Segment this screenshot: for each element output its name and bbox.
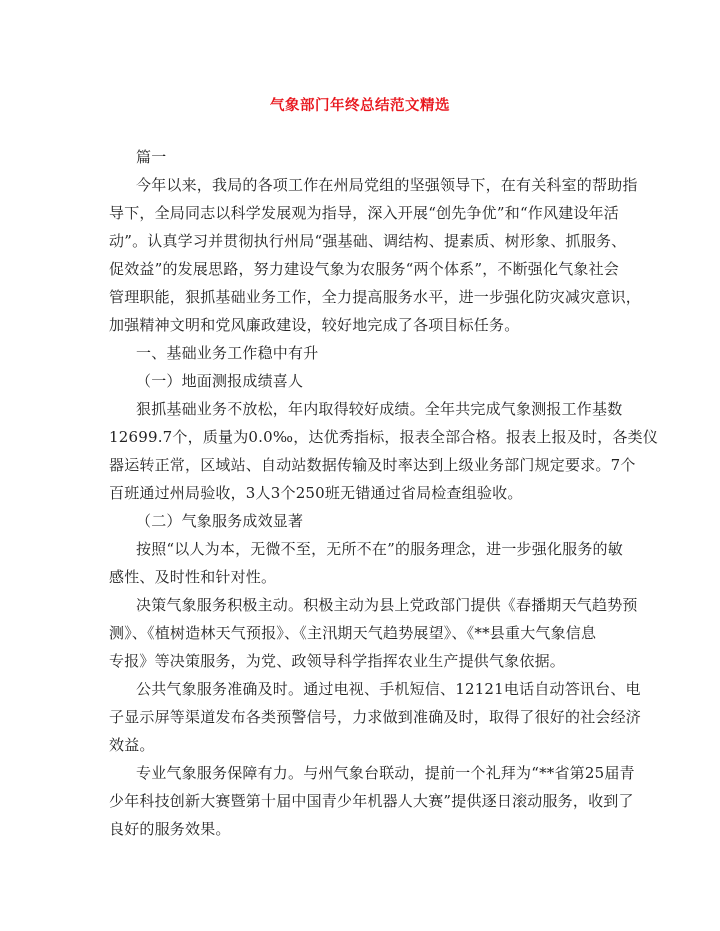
text-line: 专业气象服务保障有力。与州气象台联动，提前一个礼拜为“**省第25届青 (136, 764, 635, 782)
text-line: 效益。 (109, 736, 155, 754)
text-line: 专报》等决策服务，为党、政领导科学指挥农业生产提供气象依据。 (109, 652, 566, 670)
text-line: 加强精神文明和党风廉政建设，较好地完成了各项目标任务。 (109, 316, 520, 334)
paragraph (109, 339, 619, 367)
text-line: 器运转正常，区域站、自动站数据传输及时率达到上级业务部门规定要求。7个 (109, 456, 636, 474)
text-line: 导下，全局同志以科学发展观为指导，深入开展“创先争优”和“作风建设年活 (109, 204, 620, 222)
text-line: 感性、及时性和针对性。 (109, 568, 277, 586)
document-title: 气象部门年终总结范文精选 (270, 98, 450, 114)
text-line: （二）气象服务成效显著 (136, 512, 304, 530)
text-line: 良好的服务效果。 (109, 820, 231, 838)
text-line: 今年以来，我局的各项工作在州局党组的坚强领导下，在有关科室的帮助指 (136, 176, 638, 194)
paragraph (109, 675, 642, 759)
text-line: 少年科技创新大赛暨第十届中国青少年机器人大赛”提供逐日滚动服务，收到了 (109, 792, 634, 810)
document-body (109, 143, 659, 843)
paragraph (109, 535, 623, 591)
text-line: 管理职能，狠抓基础业务工作，全力提高服务水平，进一步强化防灾减灾意识， (109, 288, 642, 306)
text-line: （一）地面测报成绩喜人 (136, 372, 304, 390)
paragraph (109, 395, 659, 507)
text-line: 狠抓基础业务不放松，年内取得较好成绩。全年共完成气象测报工作基数 (136, 400, 623, 418)
text-line: 决策气象服务积极主动。积极主动为县上党政部门提供《春播期天气趋势预 (136, 596, 638, 614)
paragraph (109, 507, 619, 535)
paragraph (109, 591, 638, 675)
text-line: 公共气象服务准确及时。通过电视、手机短信、12121电话自动答讯台、电 (136, 680, 641, 698)
text-line: 按照“以人为本，无微不至，无所不在”的服务理念，进一步强化服务的敏 (136, 540, 623, 558)
text-line: 百班通过州局验收，3人3个250班无错通过省局检查组验收。 (109, 484, 523, 502)
text-line: 促效益”的发展思路，努力建设气象为农服务“两个体系”，不断强化气象社会 (109, 260, 620, 278)
paragraph (109, 171, 642, 339)
text-line: 子显示屏等渠道发布各类预警信号，力求做到准确及时，取得了很好的社会经济 (109, 708, 642, 726)
text-line: 一、基础业务工作稳中有升 (136, 344, 319, 362)
text-line: 篇一 (136, 148, 167, 166)
text-line: 12699.7个，质量为0.0‰，达优秀指标，报表全部合格。报表上报及时，各类仪 (109, 428, 659, 446)
paragraph (109, 367, 619, 395)
text-line: 测》、《植树造林天气预报》、《主汛期天气趋势展望》、《**县重大气象信息 (109, 624, 597, 642)
paragraph (109, 143, 619, 171)
text-line: 动”。认真学习并贯彻执行州局“强基础、调结构、提素质、树形象、抓服务、 (109, 232, 627, 250)
paragraph (109, 759, 635, 843)
